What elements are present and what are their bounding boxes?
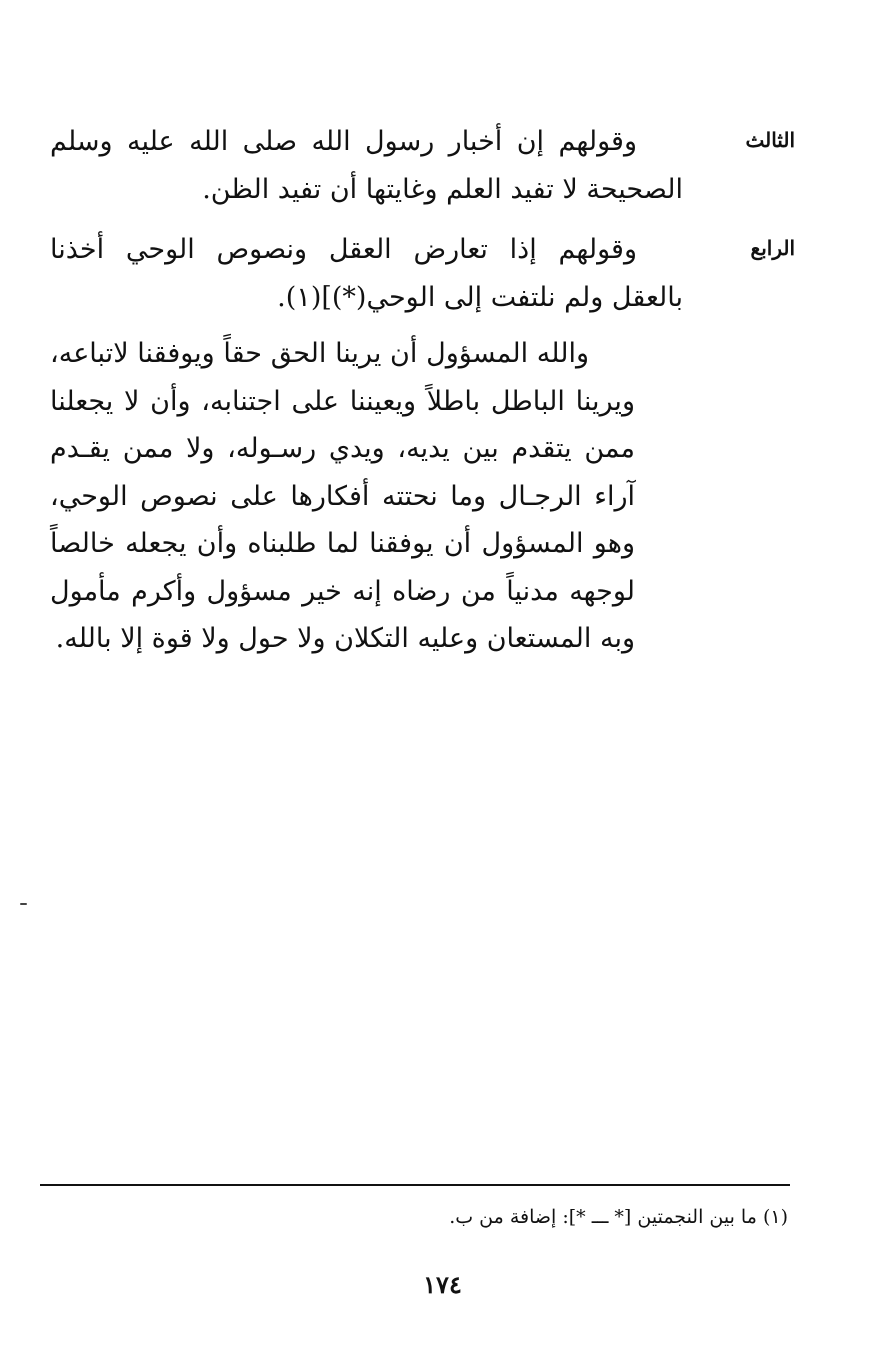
- item-label: الرابع: [750, 236, 795, 260]
- item-text: وقولهم إذا تعارض العقل ونصوص الوحي أخذنا بالعقل ولم نلتفت إلى الوحي(*)](١).: [50, 234, 683, 313]
- footnote: (١) ما بين النجمتين [* ـــ *]: إضافة من ب.: [449, 1206, 788, 1228]
- item-text: وقولهم إن أخبار رسول الله صلى الله عليه وسلم الصحيحة لا تفيد العلم وغايتها أن تفيد الظن.: [50, 126, 683, 205]
- closing-paragraph: والله المسؤول أن يرينا الحق حقاً ويوفقنا لاتباعه، ويرينا الباطل باطلاً ويعيننا على اجتنابه، وأن لا يجعلنا ممن يتقدم بين يديه، ويدي رسـوله، ولا ممن يقـدم آراء الرجـال وما نحتته أفكارها على نصوص الوحي، وهو المسؤول أن يوفقنا لما طلبناه وأن يجعله خالصاً لوجهه مدنياً من رضاه إنه خير مسؤول وأكرم مأمول وبه المستعان وعليه التكلان ولا حول ولا قوة إلا بالله.: [50, 338, 635, 654]
- footnote-divider: [40, 1184, 790, 1186]
- list-item-third: [50, 118, 795, 214]
- scan-speck: [20, 903, 27, 905]
- list-item-fourth: [50, 226, 795, 322]
- item-label: الثالث: [745, 128, 795, 152]
- page-number: ١٧٤: [423, 1270, 462, 1299]
